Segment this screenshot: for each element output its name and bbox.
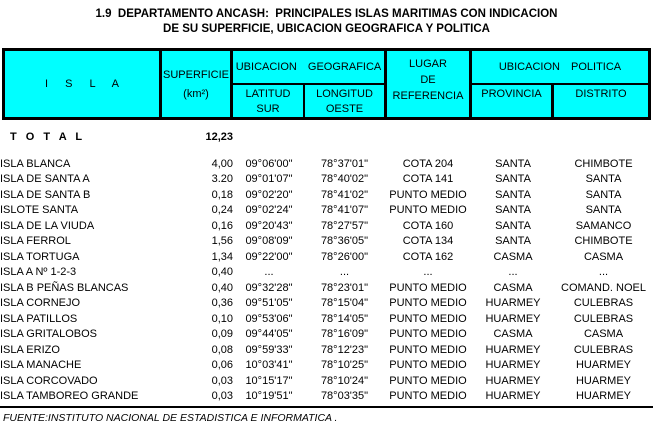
surface-cell: 1,34	[211, 250, 233, 263]
superficie-unit: (km²)	[183, 87, 209, 100]
longitude-cell: 78°41'02"	[320, 188, 369, 201]
col-header-lugar-de-referencia	[384, 51, 472, 117]
surface-cell: 3.20	[211, 173, 233, 185]
table-row	[0, 157, 653, 173]
longitude-cell: 78°10'25"	[320, 359, 369, 371]
island-name-cell: ISLA TORTUGA	[0, 250, 80, 263]
table-title	[0, 0, 653, 37]
island-name-cell: ISLA PATILLOS	[0, 312, 78, 325]
table-header-grid	[5, 51, 648, 117]
table-row	[0, 343, 653, 359]
island-name-cell: ISLA DE LA VIUDA	[0, 219, 95, 232]
latitude-cell: 09°44'05"	[245, 328, 293, 340]
latitude-cell: 09°22'00"	[245, 250, 293, 263]
province-cell: HUARMEY	[485, 297, 541, 309]
island-name-cell: ISLA ERIZO	[0, 343, 60, 356]
island-name-cell: ISLA DE SANTA B	[0, 188, 91, 201]
district-cell: CULEBRAS	[573, 343, 634, 356]
total-value: 12,23	[205, 131, 233, 143]
reference-cell: PUNTO MEDIO	[389, 374, 467, 387]
reference-cell: PUNTO MEDIO	[389, 390, 467, 402]
province-cell: SANTA	[495, 235, 531, 247]
latitude-cell: 09°08'09"	[245, 235, 293, 247]
col-header-latitud	[233, 85, 305, 117]
reference-cell: PUNTO MEDIO	[389, 204, 467, 216]
province-cell: HUARMEY	[485, 390, 541, 402]
col-header-isla: I S L A	[5, 51, 162, 117]
island-name-cell: ISLOTE SANTA	[0, 204, 79, 216]
col-header-ubicacion-politica: UBICACION POLITICA	[472, 51, 648, 85]
data-table	[0, 130, 653, 405]
table-row	[0, 327, 653, 343]
surface-cell: 4,00	[211, 157, 233, 170]
table-row	[0, 374, 653, 390]
district-cell: CHIMBOTE	[574, 157, 633, 170]
surface-cell: 0,10	[211, 312, 233, 325]
reference-cell: PUNTO MEDIO	[389, 359, 467, 371]
longitude-cell: 78°26'00"	[320, 250, 369, 263]
district-cell: SANTA	[585, 188, 622, 201]
latitude-cell: 10°19'51"	[245, 390, 293, 402]
latitud-label: LATITUD	[245, 88, 291, 100]
surface-cell: 0,40	[211, 281, 233, 294]
lugar-label: LUGAR	[409, 58, 447, 70]
district-cell: SANTA	[585, 173, 622, 185]
title-line1: 1.9 DEPARTAMENTO ANCASH: PRINCIPALES ISLAS MARITIMAS CON INDICACION	[95, 8, 558, 20]
latitude-cell: 10°03'41"	[245, 359, 293, 371]
surface-cell: 0,36	[211, 297, 233, 309]
table-row	[0, 312, 653, 328]
latitude-cell: 09°02'24"	[245, 204, 293, 216]
province-cell: SANTA	[495, 173, 531, 185]
col-header-provincia: PROVINCIA	[472, 85, 554, 117]
district-cell: COMAND. NOEL	[561, 281, 646, 294]
surface-cell: 0,09	[211, 328, 233, 340]
latitude-cell: ...	[264, 266, 274, 278]
latitude-cell: 09°06'00"	[245, 157, 293, 170]
district-cell: CASMA	[583, 328, 624, 340]
province-cell: HUARMEY	[485, 359, 541, 371]
de-label: DE	[420, 74, 436, 86]
reference-cell: PUNTO MEDIO	[389, 312, 467, 325]
latitude-cell: 09°02'20"	[245, 188, 293, 201]
total-row	[0, 130, 653, 146]
longitude-cell: 78°23'01"	[320, 281, 369, 294]
latitude-cell: 09°59'33"	[245, 343, 293, 356]
longitude-cell: 78°37'01"	[320, 157, 369, 170]
table-row	[0, 358, 653, 374]
col-header-ubicacion-geografica: UBICACION GEOGRAFICA	[233, 51, 384, 85]
table-row	[0, 203, 653, 219]
col-header-superficie	[162, 51, 233, 117]
province-cell: CASMA	[493, 281, 533, 294]
reference-cell: COTA 162	[402, 250, 454, 263]
sur-label: SUR	[256, 103, 280, 115]
longitude-cell: 78°27'57"	[320, 219, 369, 232]
province-cell: SANTA	[495, 157, 531, 170]
surface-cell: 0,18	[211, 188, 233, 201]
island-name-cell: ISLA MANACHE	[0, 359, 82, 371]
district-cell: HUARMEY	[575, 374, 631, 387]
longitude-cell: 78°03'35"	[320, 390, 369, 402]
reference-cell: PUNTO MEDIO	[389, 297, 467, 309]
surface-cell: 0,03	[211, 390, 233, 402]
district-cell: CASMA	[583, 250, 624, 263]
table-header-box	[2, 48, 651, 120]
latitude-cell: 10°15'17"	[245, 374, 293, 387]
table-row	[0, 265, 653, 281]
surface-cell: 1,56	[211, 235, 233, 247]
province-cell: SANTA	[495, 188, 531, 201]
spacer-row	[0, 146, 653, 157]
province-cell: SANTA	[495, 204, 531, 216]
longitude-cell: ...	[339, 266, 350, 278]
table-row	[0, 389, 653, 405]
reference-cell: PUNTO MEDIO	[389, 343, 467, 356]
surface-cell: 0,40	[211, 266, 233, 278]
district-cell: ...	[598, 266, 609, 278]
province-cell: SANTA	[495, 219, 531, 232]
province-cell: HUARMEY	[485, 343, 541, 356]
longitude-cell: 78°40'02"	[320, 173, 369, 185]
longitude-cell: 78°14'05"	[320, 312, 369, 325]
table-row	[0, 281, 653, 297]
title-line2: DE SU SUPERFICIE, UBICACION GEOGRAFICA Y POLITICA	[163, 23, 490, 35]
longitude-cell: 78°36'05"	[320, 235, 369, 247]
surface-cell: 0,06	[211, 359, 233, 371]
latitude-cell: 09°20'43"	[245, 219, 293, 232]
table-row	[0, 219, 653, 235]
latitude-cell: 09°32'28"	[245, 281, 293, 294]
province-cell: HUARMEY	[485, 374, 541, 387]
province-cell: ...	[508, 266, 518, 278]
latitude-cell: 09°51'05"	[245, 297, 293, 309]
island-name-cell: ISLA B PEÑAS BLANCAS	[0, 281, 129, 294]
district-cell: SANTA	[585, 204, 622, 216]
longitude-cell: 78°12'23"	[320, 343, 369, 356]
longitude-cell: 78°15'04"	[320, 297, 369, 309]
island-name-cell: ISLA DE SANTA A	[0, 173, 90, 185]
district-cell: CULEBRAS	[573, 312, 634, 325]
district-cell: HUARMEY	[575, 390, 631, 402]
longitude-cell: 78°16'09"	[320, 328, 369, 340]
superficie-label: SUPERFICIE	[162, 68, 229, 81]
island-name-cell: ISLA CORNEJO	[0, 297, 81, 309]
province-cell: CASMA	[493, 250, 533, 263]
oeste-label: OESTE	[325, 103, 364, 115]
table-row	[0, 234, 653, 250]
total-label: T O T A L	[10, 131, 86, 143]
reference-cell: COTA 141	[402, 173, 454, 185]
surface-cell: 0,08	[211, 343, 233, 356]
latitude-cell: 09°01'07"	[245, 173, 293, 185]
district-cell: CULEBRAS	[573, 297, 634, 309]
latitude-cell: 09°53'06"	[245, 312, 293, 325]
reference-cell: ...	[423, 266, 433, 278]
table-row	[0, 188, 653, 204]
table-row	[0, 296, 653, 312]
table-row	[0, 172, 653, 188]
island-name-cell: ISLA BLANCA	[0, 157, 71, 170]
surface-cell: 0,16	[211, 219, 233, 232]
surface-cell: 0,03	[211, 374, 233, 387]
longitud-label: LONGITUD	[316, 88, 373, 100]
table-row	[0, 250, 653, 266]
island-name-cell: ISLA CORCOVADO	[0, 374, 98, 387]
reference-cell: COTA 204	[402, 157, 454, 170]
island-name-cell: ISLA FERROL	[0, 235, 71, 247]
reference-cell: COTA 134	[402, 235, 454, 247]
reference-cell: COTA 160	[402, 219, 454, 232]
district-cell: SAMANCO	[575, 219, 632, 232]
district-cell: HUARMEY	[575, 359, 631, 371]
island-name-cell: ISLA GRITALOBOS	[0, 328, 97, 340]
district-cell: CHIMBOTE	[574, 235, 633, 247]
reference-cell: PUNTO MEDIO	[389, 328, 467, 340]
province-cell: CASMA	[493, 328, 533, 340]
referencia-label: REFERENCIA	[392, 90, 464, 102]
reference-cell: PUNTO MEDIO	[389, 281, 467, 294]
longitude-cell: 78°10'24"	[320, 374, 369, 387]
province-cell: HUARMEY	[485, 312, 541, 325]
source-note: FUENTE:INSTITUTO NACIONAL DE ESTADISTICA E INFORMATICA .	[3, 411, 338, 424]
island-name-cell: ISLA TAMBOREO GRANDE	[0, 390, 139, 402]
surface-cell: 0,24	[211, 204, 233, 216]
longitude-cell: 78°41'07"	[320, 204, 369, 216]
col-header-longitud	[305, 85, 384, 117]
col-header-distrito: DISTRITO	[575, 88, 627, 100]
reference-cell: PUNTO MEDIO	[389, 188, 467, 201]
island-name-cell: ISLA A Nº 1-2-3	[0, 266, 77, 278]
